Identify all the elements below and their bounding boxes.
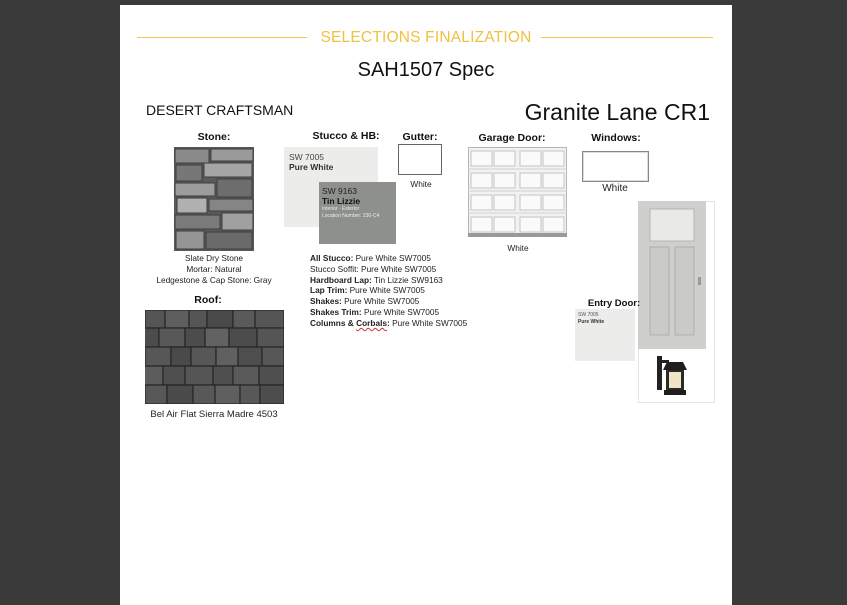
light-fixture-image	[653, 352, 699, 400]
window-swatch	[582, 151, 649, 182]
tin-lizzie-swatch	[319, 182, 396, 244]
spec-line-all-stucco: All Stucco: Pure White SW7005	[310, 253, 431, 263]
stone-ledgestone: Ledgestone & Cap Stone: Gray	[156, 274, 272, 285]
tin-lizzie-line1: Interior · Exterior	[322, 206, 360, 212]
roof-name: Bel Air Flat Sierra Madre 4503	[150, 409, 278, 420]
spec-line-stucco-soffit: Stucco Soffit: Pure White SW7005	[310, 263, 437, 274]
entry-swatch-name: Pure White	[578, 319, 605, 325]
community-name: Granite Lane CR1	[524, 99, 710, 125]
gutter-swatch	[398, 144, 442, 175]
stone-name: Slate Dry Stone	[184, 253, 244, 263]
tin-lizzie-code: SW 9163	[322, 186, 357, 196]
tin-lizzie-line2: Location Number: 236-C4	[322, 212, 380, 219]
pure-white-name: Pure White	[289, 162, 334, 172]
garage-value: White	[507, 243, 529, 253]
stucco-spec-list	[310, 253, 467, 329]
entry-door-image	[638, 201, 706, 349]
stone-mortar: Mortar: Natural	[186, 263, 242, 274]
roof-label: Roof:	[194, 294, 222, 306]
roof-swatch-image	[145, 310, 284, 404]
entry-door-swatch	[575, 309, 635, 361]
gutter-label: Gutter:	[402, 131, 438, 143]
spec-line-hardboard-lap: Hardboard Lap: Tin Lizzie SW9163	[310, 274, 443, 285]
garage-door-image	[468, 147, 567, 237]
windows-value: White	[602, 183, 628, 194]
tin-lizzie-name: Tin Lizzie	[322, 196, 361, 206]
header-title: SELECTIONS FINALIZATION	[320, 29, 532, 46]
entry-door-label: Entry Door:	[587, 298, 641, 309]
spec-line-shakes-trim: Shakes Trim: Pure White SW7005	[310, 306, 440, 317]
spec-line-columns-corbals: Columns & Corbals: Pure White SW7005	[310, 317, 468, 328]
windows-label: Windows:	[591, 132, 641, 144]
gutter-value: White	[410, 179, 432, 189]
stone-swatch-image	[174, 147, 254, 251]
spec-title: SAH1507 Spec	[357, 59, 495, 81]
entry-swatch-code: SW 7005	[578, 312, 599, 318]
garage-label: Garage Door:	[478, 132, 546, 144]
spec-line-lap-trim: Lap Trim: Pure White SW7005	[310, 285, 425, 296]
pure-white-code: SW 7005	[289, 152, 324, 162]
stone-caption	[140, 253, 288, 285]
style-name: DESERT CRAFTSMAN	[146, 102, 294, 118]
stucco-label: Stucco & HB:	[312, 130, 380, 142]
spec-line-shakes: Shakes: Pure White SW7005	[310, 296, 420, 307]
document-page	[120, 5, 732, 605]
stone-label: Stone:	[197, 131, 231, 143]
